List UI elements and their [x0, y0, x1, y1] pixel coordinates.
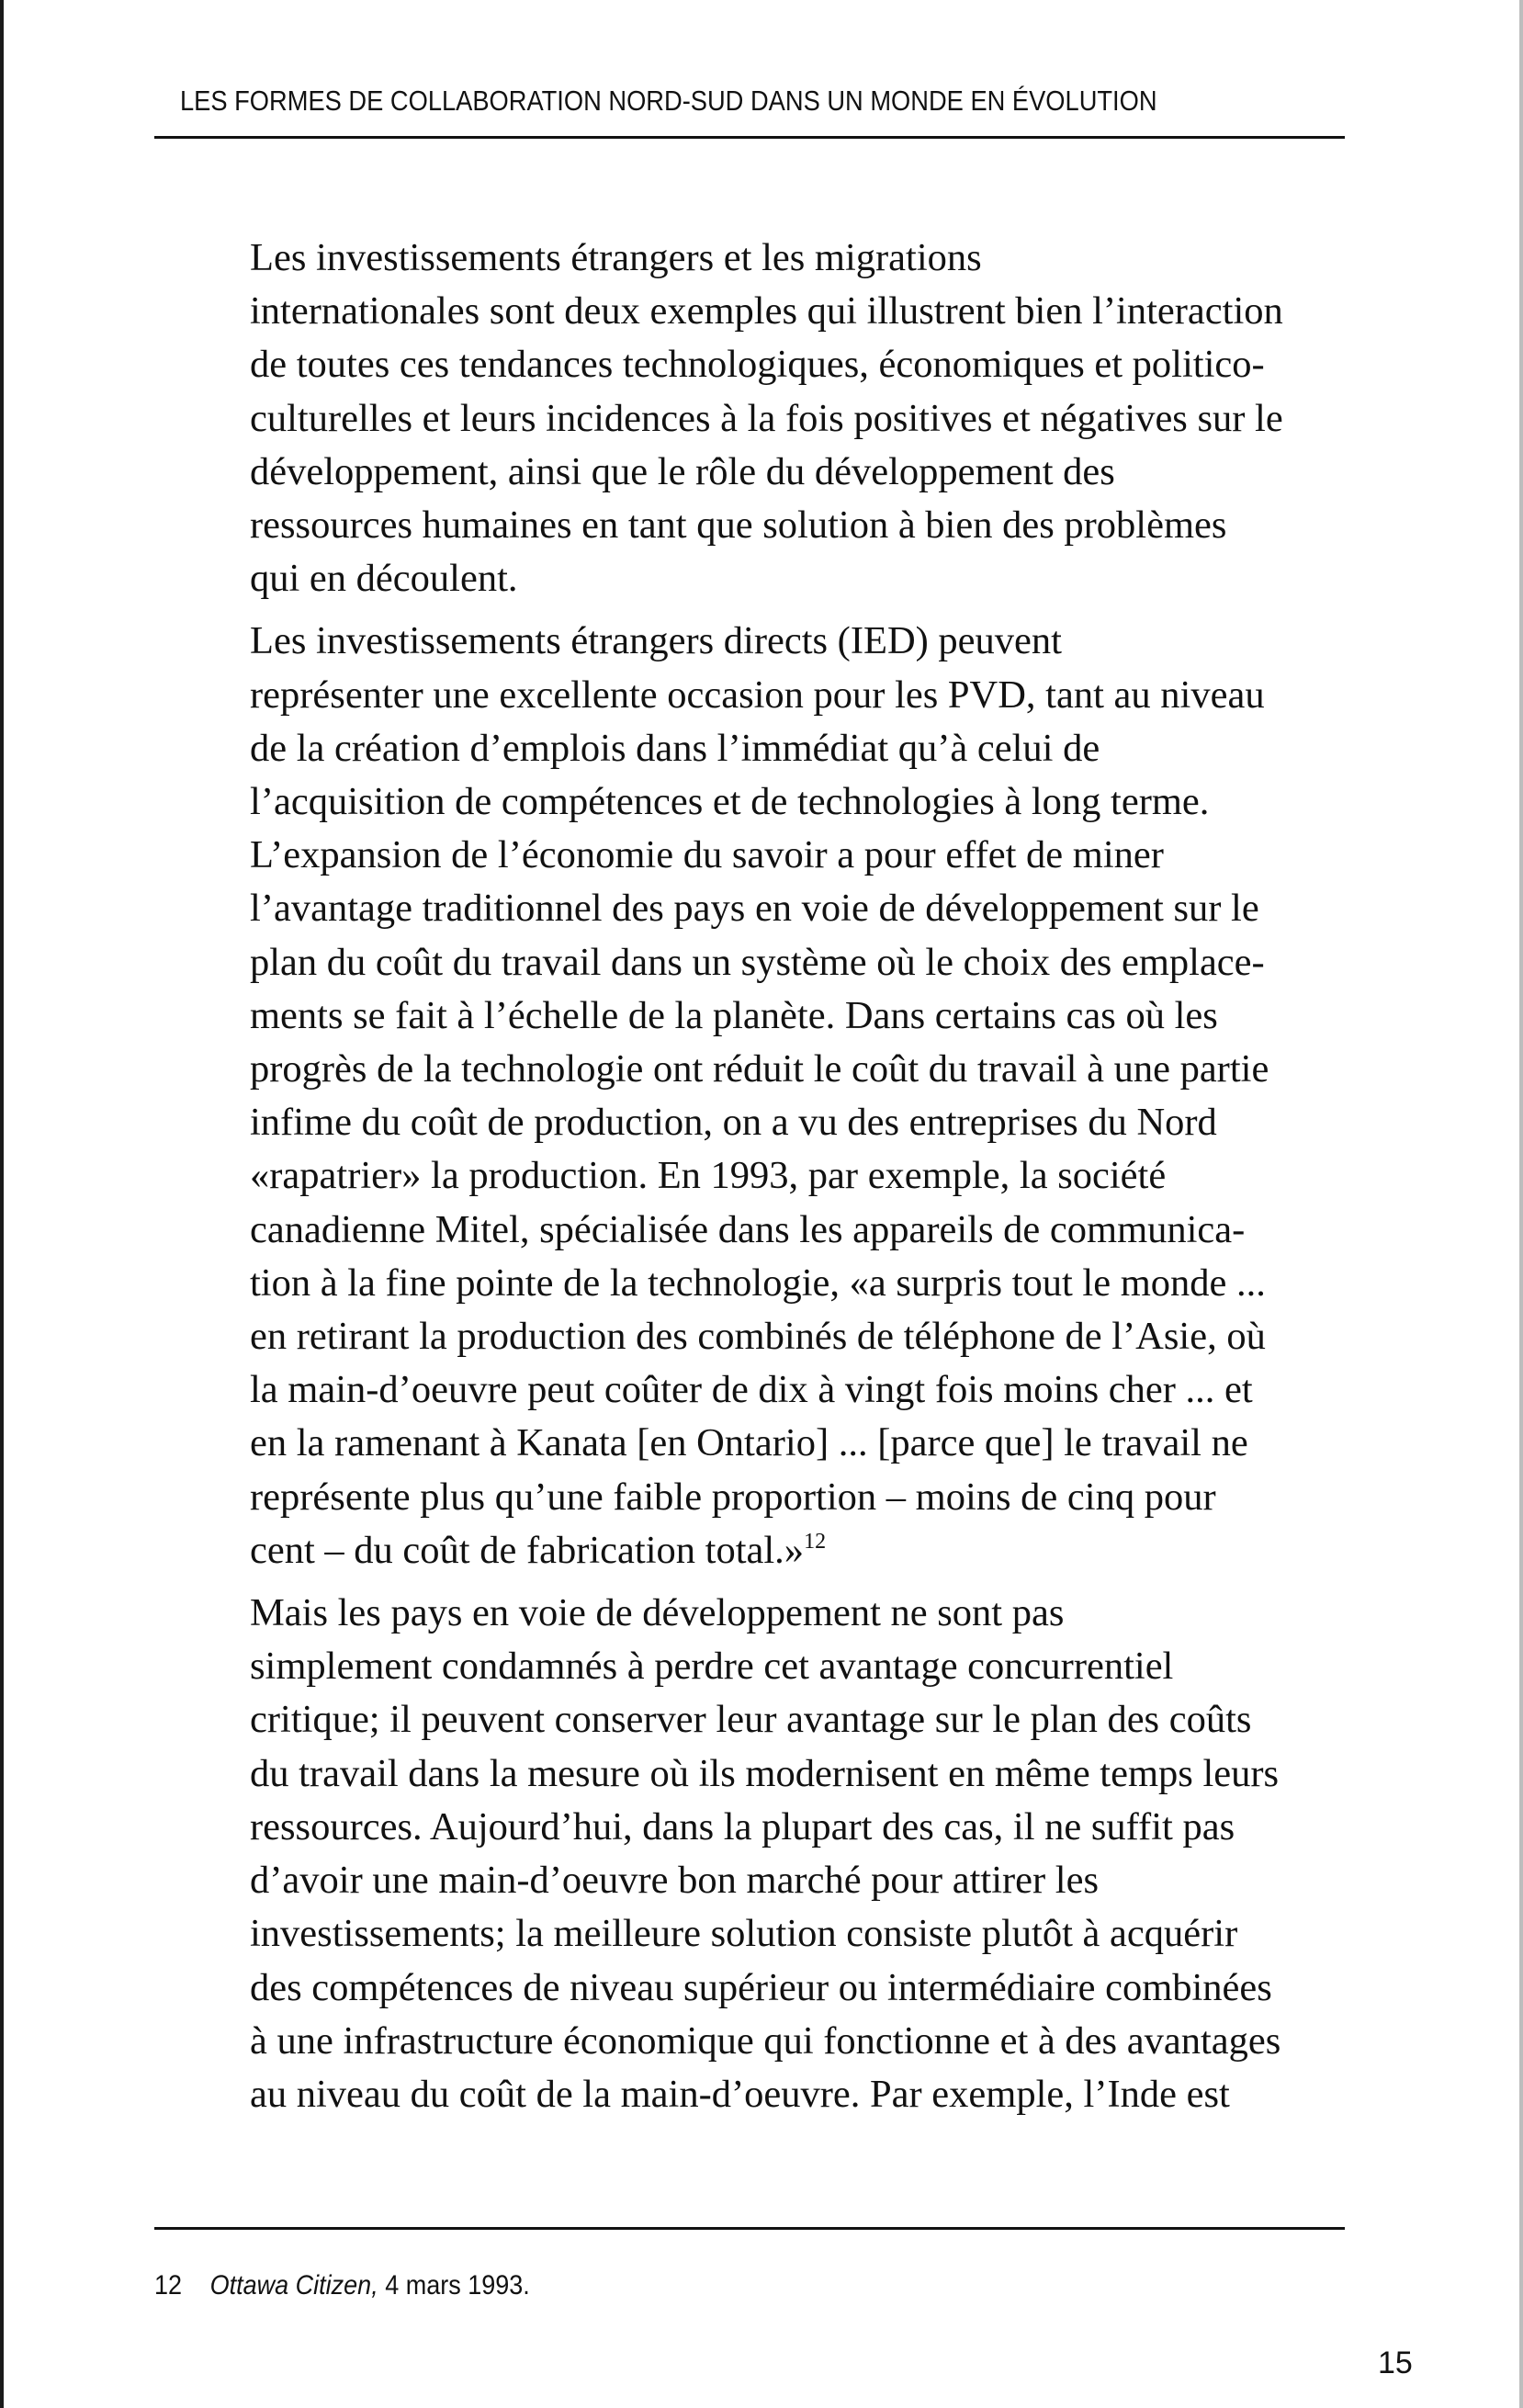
text-line: à une infrastructure économique qui fonctionne et à des avantages — [250, 2018, 1281, 2063]
paragraph-2 — [154, 615, 1343, 1577]
footnote — [154, 2270, 530, 2301]
paragraph-3 — [154, 1587, 1343, 2121]
text-line: ments se fait à l’échelle de la planète. Dans certains cas où les — [250, 993, 1218, 1037]
footnote-rule — [154, 2227, 1345, 2230]
text-line: «rapatrier» la production. En 1993, par exemple, la société — [250, 1154, 1167, 1198]
text-line: l’avantage traditionnel des pays en voie de développement sur le — [250, 887, 1259, 931]
text-line: représenter une excellente occasion pour les PVD, tant au niveau — [250, 673, 1265, 717]
footnote-ref[interactable]: 12 — [804, 1529, 827, 1554]
text-line: ressources humaines en tant que solution à bien des problèmes — [250, 503, 1227, 548]
footnote-number: 12 — [154, 2270, 183, 2301]
text-line: ressources. Aujourd’hui, dans la plupart des cas, il ne suffit pas — [250, 1804, 1235, 1848]
page-number: 15 — [1378, 2346, 1413, 2380]
text-line: de toutes ces tendances technologiques, économiques et politico- — [250, 343, 1265, 387]
scan-edge-left — [0, 0, 4, 2408]
header-rule — [154, 136, 1345, 139]
text-line: canadienne Mitel, spécialisée dans les appareils de communica- — [250, 1207, 1246, 1251]
footnote-source: Ottawa Citizen, — [209, 2270, 378, 2301]
text-line: Les investissements étrangers et les migrations — [250, 236, 982, 279]
text-line: progrès de la technologie ont réduit le coût du travail à une partie — [250, 1047, 1269, 1091]
text-line: Mais les pays en voie de développement ne sont pas — [250, 1591, 1065, 1635]
text-line: critique; il peuvent conserver leur avantage sur le plan des coûts — [250, 1698, 1252, 1742]
text-line: culturelles et leurs incidences à la fois positives et négatives sur le — [250, 396, 1283, 440]
text-line: qui en découlent. — [250, 557, 518, 601]
text-line: en retirant la production des combinés de téléphone de l’Asie, où — [250, 1315, 1266, 1359]
text-line: la main-d’oeuvre peut coûter de dix à vingt fois moins cher ... et — [250, 1368, 1253, 1412]
text-line: infime du coût de production, on a vu des entreprises du Nord — [250, 1101, 1217, 1145]
text-line: internationales sont deux exemples qui illustrent bien l’interaction — [250, 289, 1283, 334]
text-line: du travail dans la mesure où ils modernisent en même temps leurs — [250, 1751, 1280, 1795]
body-text — [154, 232, 1343, 2131]
running-head: LES FORMES DE COLLABORATION NORD-SUD DANS UN MONDE EN ÉVOLUTION — [180, 85, 1157, 117]
text-line: développement, ainsi que le rôle du développement des — [250, 449, 1115, 493]
text-line: tion à la fine pointe de la technologie, «a surpris tout le monde ... — [250, 1261, 1266, 1305]
text-line: des compétences de niveau supérieur ou intermédiaire combinées — [250, 1965, 1272, 2009]
text-line: Les investissements étrangers directs (IED) peuvent — [250, 619, 1062, 663]
text-line: représente plus qu’une faible proportion – moins de cinq pour — [250, 1475, 1216, 1519]
scan-edge-right — [1519, 0, 1523, 2408]
text-line-content: cent – du coût de fabrication total.» — [250, 1528, 805, 1572]
text-line: de la création d’emplois dans l’immédiat qu’à celui de — [250, 726, 1100, 770]
text-line: L’expansion de l’économie du savoir a pour effet de miner — [250, 833, 1164, 877]
text-line: au niveau du coût de la main-d’oeuvre. Par exemple, l’Inde est — [250, 2072, 1230, 2116]
text-line: d’avoir une main-d’oeuvre bon marché pour attirer les — [250, 1859, 1100, 1903]
paragraph-1 — [154, 232, 1343, 605]
text-line: simplement condamnés à perdre cet avantage concurrentiel — [250, 1645, 1174, 1689]
text-line-last — [154, 1524, 1343, 1577]
text-line: l’acquisition de compétences et de technologies à long terme. — [250, 780, 1210, 824]
text-line: plan du coût du travail dans un système où le choix des emplace- — [250, 940, 1265, 984]
footnote-date: 4 mars 1993. — [385, 2270, 530, 2301]
text-line: investissements; la meilleure solution consiste plutôt à acquérir — [250, 1912, 1238, 1956]
text-line: en la ramenant à Kanata [en Ontario] ... [parce que] le travail ne — [250, 1421, 1248, 1465]
